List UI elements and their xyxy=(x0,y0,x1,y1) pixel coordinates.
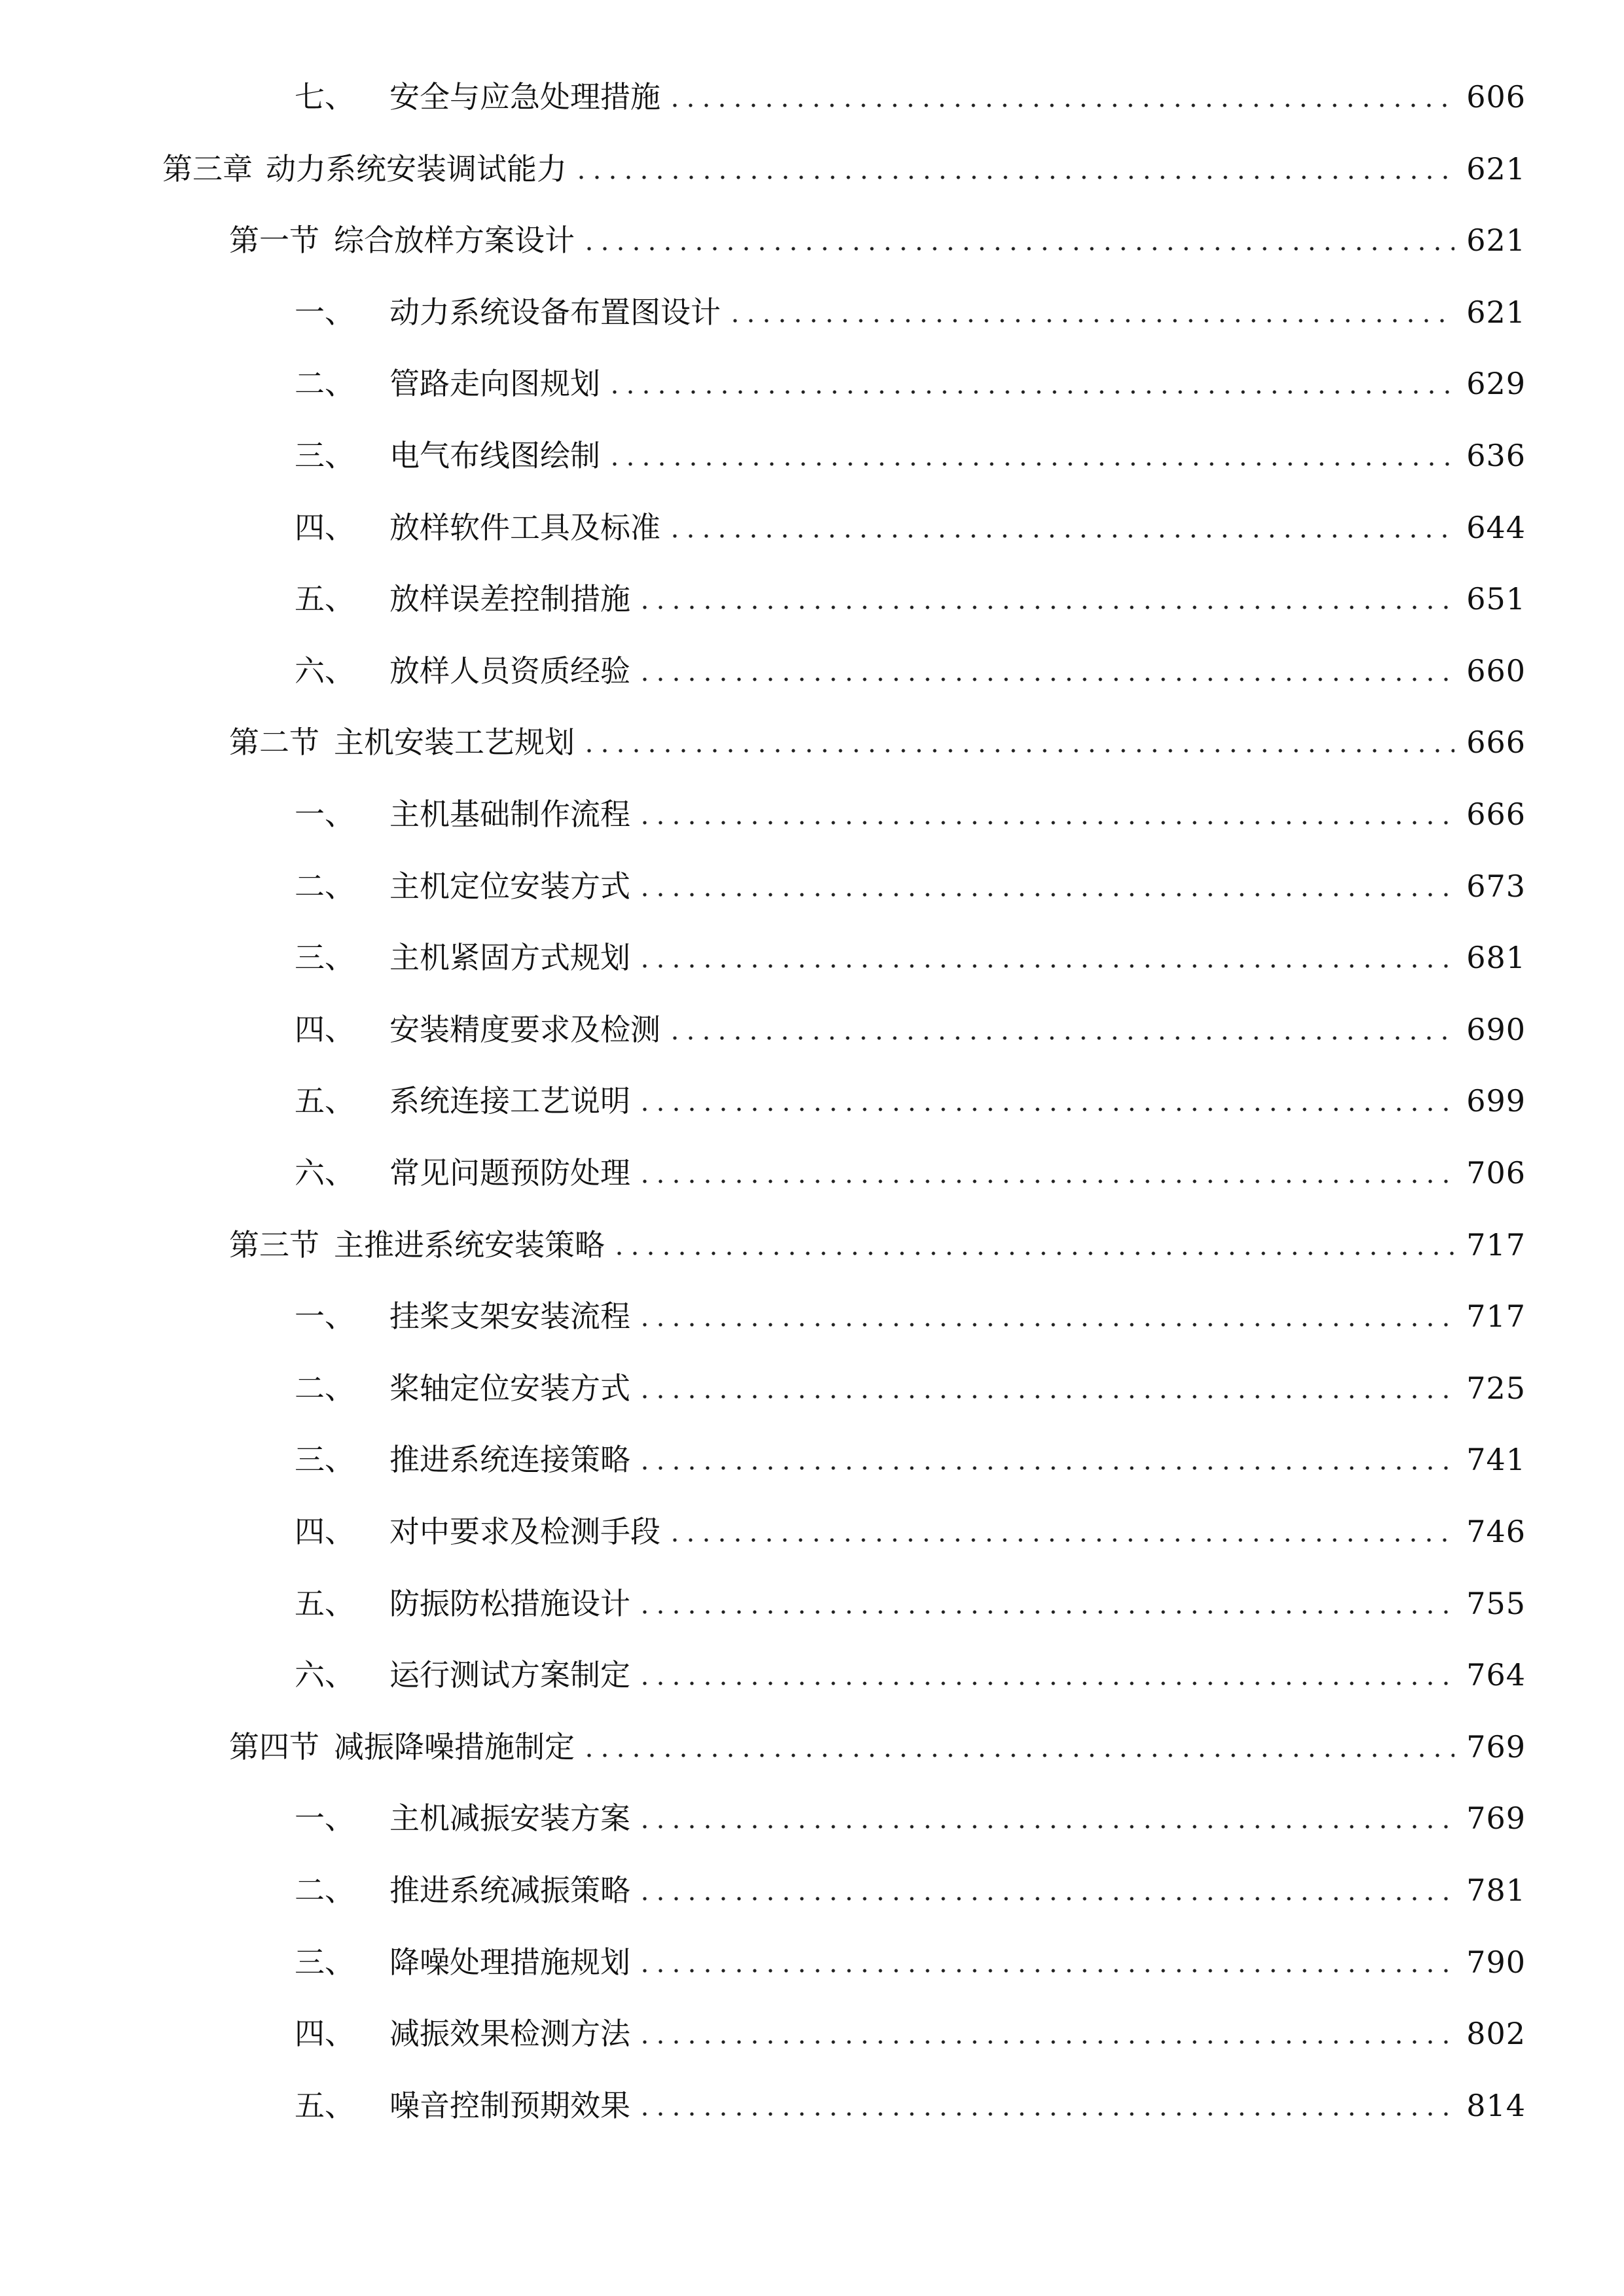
toc-item-entry[interactable] xyxy=(295,2011,1526,2056)
toc-page-number: 725 xyxy=(1466,1371,1526,1406)
toc-page-number: 769 xyxy=(1466,1801,1526,1836)
dot-leader xyxy=(637,677,1454,681)
toc-entry-number: 四、 xyxy=(295,2016,355,2051)
toc-entry-title: 减振降噪措施制定 xyxy=(334,1729,575,1765)
toc-item-entry[interactable] xyxy=(295,2083,1526,2128)
toc-entry-number: 六、 xyxy=(295,1657,355,1693)
toc-entry-number: 一、 xyxy=(295,797,355,832)
toc-item-entry[interactable] xyxy=(295,289,1526,335)
toc-item-entry[interactable] xyxy=(295,576,1526,622)
toc-entry-number: 一、 xyxy=(295,295,355,330)
toc-entry-number: 第一节 xyxy=(229,223,319,258)
toc-entry-number: 第四节 xyxy=(229,1729,319,1765)
toc-entry-number: 五、 xyxy=(295,2088,355,2123)
toc-entry-title: 主机定位安装方式 xyxy=(389,869,630,904)
toc-entry-number: 四、 xyxy=(295,510,355,545)
toc-entry-title: 桨轴定位安装方式 xyxy=(389,1371,630,1406)
toc-entry-number: 一、 xyxy=(295,1801,355,1836)
toc-entry-number: 五、 xyxy=(295,1586,355,1621)
dot-leader xyxy=(667,534,1454,538)
toc-page-number: 690 xyxy=(1466,1012,1526,1047)
toc-page-number: 681 xyxy=(1466,940,1526,975)
dot-leader xyxy=(581,1753,1454,1757)
dot-leader xyxy=(611,1251,1454,1255)
toc-page-number: 781 xyxy=(1466,1873,1526,1908)
toc-page-number: 717 xyxy=(1466,1227,1526,1263)
toc-entry-title: 推进系统连接策略 xyxy=(389,1442,630,1477)
toc-entry-title: 推进系统减振策略 xyxy=(389,1873,630,1908)
toc-page-number: 802 xyxy=(1466,2016,1526,2051)
dot-leader xyxy=(637,1323,1454,1327)
dot-leader xyxy=(667,1538,1454,1542)
toc-entry-title: 动力系统设备布置图设计 xyxy=(389,295,721,330)
dot-leader xyxy=(637,1610,1454,1614)
toc-item-entry[interactable] xyxy=(295,361,1526,406)
dot-leader xyxy=(581,749,1454,753)
toc-page-number: 651 xyxy=(1466,581,1526,617)
toc-item-entry[interactable] xyxy=(295,1795,1526,1841)
toc-page-number: 644 xyxy=(1466,510,1526,545)
toc-entry-title: 噪音控制预期效果 xyxy=(389,2088,630,2123)
dot-leader xyxy=(607,390,1454,394)
toc-page-number: 790 xyxy=(1466,1945,1526,1980)
dot-leader xyxy=(637,1179,1454,1183)
dot-leader xyxy=(637,2112,1454,2116)
dot-leader xyxy=(581,247,1454,251)
toc-entry-number: 二、 xyxy=(295,869,355,904)
toc-item-entry[interactable] xyxy=(295,433,1526,478)
toc-entry-number: 二、 xyxy=(295,366,355,401)
dot-leader xyxy=(637,2040,1454,2044)
toc-entry-number: 四、 xyxy=(295,1012,355,1047)
toc-entry-number: 五、 xyxy=(295,581,355,617)
toc-section-entry[interactable] xyxy=(229,1724,1526,1770)
toc-entry-number: 四、 xyxy=(295,1514,355,1549)
toc-section-entry[interactable] xyxy=(229,1222,1526,1268)
toc-item-entry[interactable] xyxy=(295,74,1526,120)
toc-entry-title: 系统连接工艺说明 xyxy=(389,1083,630,1119)
toc-chapter-entry[interactable] xyxy=(162,146,1526,192)
dot-leader xyxy=(667,1036,1454,1040)
toc-entry-number: 二、 xyxy=(295,1873,355,1908)
toc-entry-title: 主机安装工艺规划 xyxy=(334,725,575,760)
toc-page-number: 621 xyxy=(1466,151,1526,187)
toc-section-entry[interactable] xyxy=(229,217,1526,263)
toc-page-number: 814 xyxy=(1466,2088,1526,2123)
dot-leader xyxy=(637,1681,1454,1685)
toc-entry-title: 综合放样方案设计 xyxy=(334,223,575,258)
dot-leader xyxy=(637,605,1454,609)
toc-entry-title: 动力系统安装调试能力 xyxy=(266,151,567,187)
toc-page-number: 629 xyxy=(1466,366,1526,401)
toc-entry-title: 放样人员资质经验 xyxy=(389,653,630,689)
toc-item-entry[interactable] xyxy=(295,1509,1526,1554)
toc-item-entry[interactable] xyxy=(295,505,1526,550)
toc-page-number: 666 xyxy=(1466,725,1526,760)
toc-page-number: 699 xyxy=(1466,1083,1526,1119)
toc-page-number: 660 xyxy=(1466,653,1526,689)
dot-leader xyxy=(573,175,1454,179)
toc-item-entry[interactable] xyxy=(295,1007,1526,1052)
toc-page-number: 755 xyxy=(1466,1586,1526,1621)
toc-entry-number: 第三章 xyxy=(162,151,253,187)
toc-entry-number: 二、 xyxy=(295,1371,355,1406)
toc-item-entry[interactable] xyxy=(295,1078,1526,1124)
toc-entry-number: 三、 xyxy=(295,1442,355,1477)
toc-page-number: 636 xyxy=(1466,438,1526,473)
toc-entry-title: 对中要求及检测手段 xyxy=(389,1514,660,1549)
toc-entry-number: 第二节 xyxy=(229,725,319,760)
dot-leader xyxy=(667,103,1454,107)
toc-entry-title: 主机减振安装方案 xyxy=(389,1801,630,1836)
toc-entry-title: 管路走向图规划 xyxy=(389,366,600,401)
dot-leader xyxy=(637,821,1454,825)
dot-leader xyxy=(637,1395,1454,1399)
toc-item-entry[interactable] xyxy=(295,1652,1526,1698)
toc-entry-number: 七、 xyxy=(295,79,355,115)
dot-leader xyxy=(727,319,1454,323)
dot-leader xyxy=(637,893,1454,897)
dot-leader xyxy=(637,964,1454,968)
toc-section-entry[interactable] xyxy=(229,719,1526,765)
toc-item-entry[interactable] xyxy=(295,1867,1526,1913)
toc-item-entry[interactable] xyxy=(295,648,1526,694)
toc-item-entry[interactable] xyxy=(295,1293,1526,1339)
toc-entry-number: 五、 xyxy=(295,1083,355,1119)
toc-page-number: 746 xyxy=(1466,1514,1526,1549)
toc-entry-title: 安装精度要求及检测 xyxy=(389,1012,660,1047)
dot-leader xyxy=(607,462,1454,466)
toc-item-entry[interactable] xyxy=(295,863,1526,909)
toc-page-number: 666 xyxy=(1466,797,1526,832)
toc-item-entry[interactable] xyxy=(295,1437,1526,1482)
toc-entry-title: 安全与应急处理措施 xyxy=(389,79,660,115)
toc-entry-number: 六、 xyxy=(295,1155,355,1191)
toc-page-number: 717 xyxy=(1466,1299,1526,1334)
dot-leader xyxy=(637,1466,1454,1470)
toc-entry-title: 运行测试方案制定 xyxy=(389,1657,630,1693)
dot-leader xyxy=(637,1107,1454,1111)
toc-entry-title: 常见问题预防处理 xyxy=(389,1155,630,1191)
toc-page-number: 706 xyxy=(1466,1155,1526,1191)
toc-entry-title: 电气布线图绘制 xyxy=(389,438,600,473)
toc-page-number: 621 xyxy=(1466,223,1526,258)
toc-item-entry[interactable] xyxy=(295,1150,1526,1196)
toc-page-number: 673 xyxy=(1466,869,1526,904)
toc-page-number: 769 xyxy=(1466,1729,1526,1765)
toc-page-number: 606 xyxy=(1466,79,1526,115)
toc-entry-title: 防振防松措施设计 xyxy=(389,1586,630,1621)
toc-entry-number: 一、 xyxy=(295,1299,355,1334)
toc-item-entry[interactable] xyxy=(295,1939,1526,1985)
toc-entry-title: 主机紧固方式规划 xyxy=(389,940,630,975)
dot-leader xyxy=(637,1969,1454,1973)
toc-entry-title: 放样软件工具及标准 xyxy=(389,510,660,545)
dot-leader xyxy=(637,1897,1454,1901)
toc-page-number: 741 xyxy=(1466,1442,1526,1477)
toc-item-entry[interactable] xyxy=(295,791,1526,837)
toc-entry-title: 主推进系统安装策略 xyxy=(334,1227,605,1263)
toc-entry-title: 主机基础制作流程 xyxy=(389,797,630,832)
toc-entry-title: 降噪处理措施规划 xyxy=(389,1945,630,1980)
dot-leader xyxy=(637,1825,1454,1829)
toc-entry-title: 放样误差控制措施 xyxy=(389,581,630,617)
toc-entry-number: 六、 xyxy=(295,653,355,689)
toc-entry-title: 挂桨支架安装流程 xyxy=(389,1299,630,1334)
toc-page-number: 621 xyxy=(1466,295,1526,330)
toc-item-entry[interactable] xyxy=(295,1581,1526,1626)
toc-entry-number: 三、 xyxy=(295,940,355,975)
toc-entry-title: 减振效果检测方法 xyxy=(389,2016,630,2051)
toc-entry-number: 三、 xyxy=(295,1945,355,1980)
toc-item-entry[interactable] xyxy=(295,935,1526,980)
toc-page-number: 764 xyxy=(1466,1657,1526,1693)
toc-entry-number: 三、 xyxy=(295,438,355,473)
toc-item-entry[interactable] xyxy=(295,1365,1526,1411)
toc-entry-number: 第三节 xyxy=(229,1227,319,1263)
